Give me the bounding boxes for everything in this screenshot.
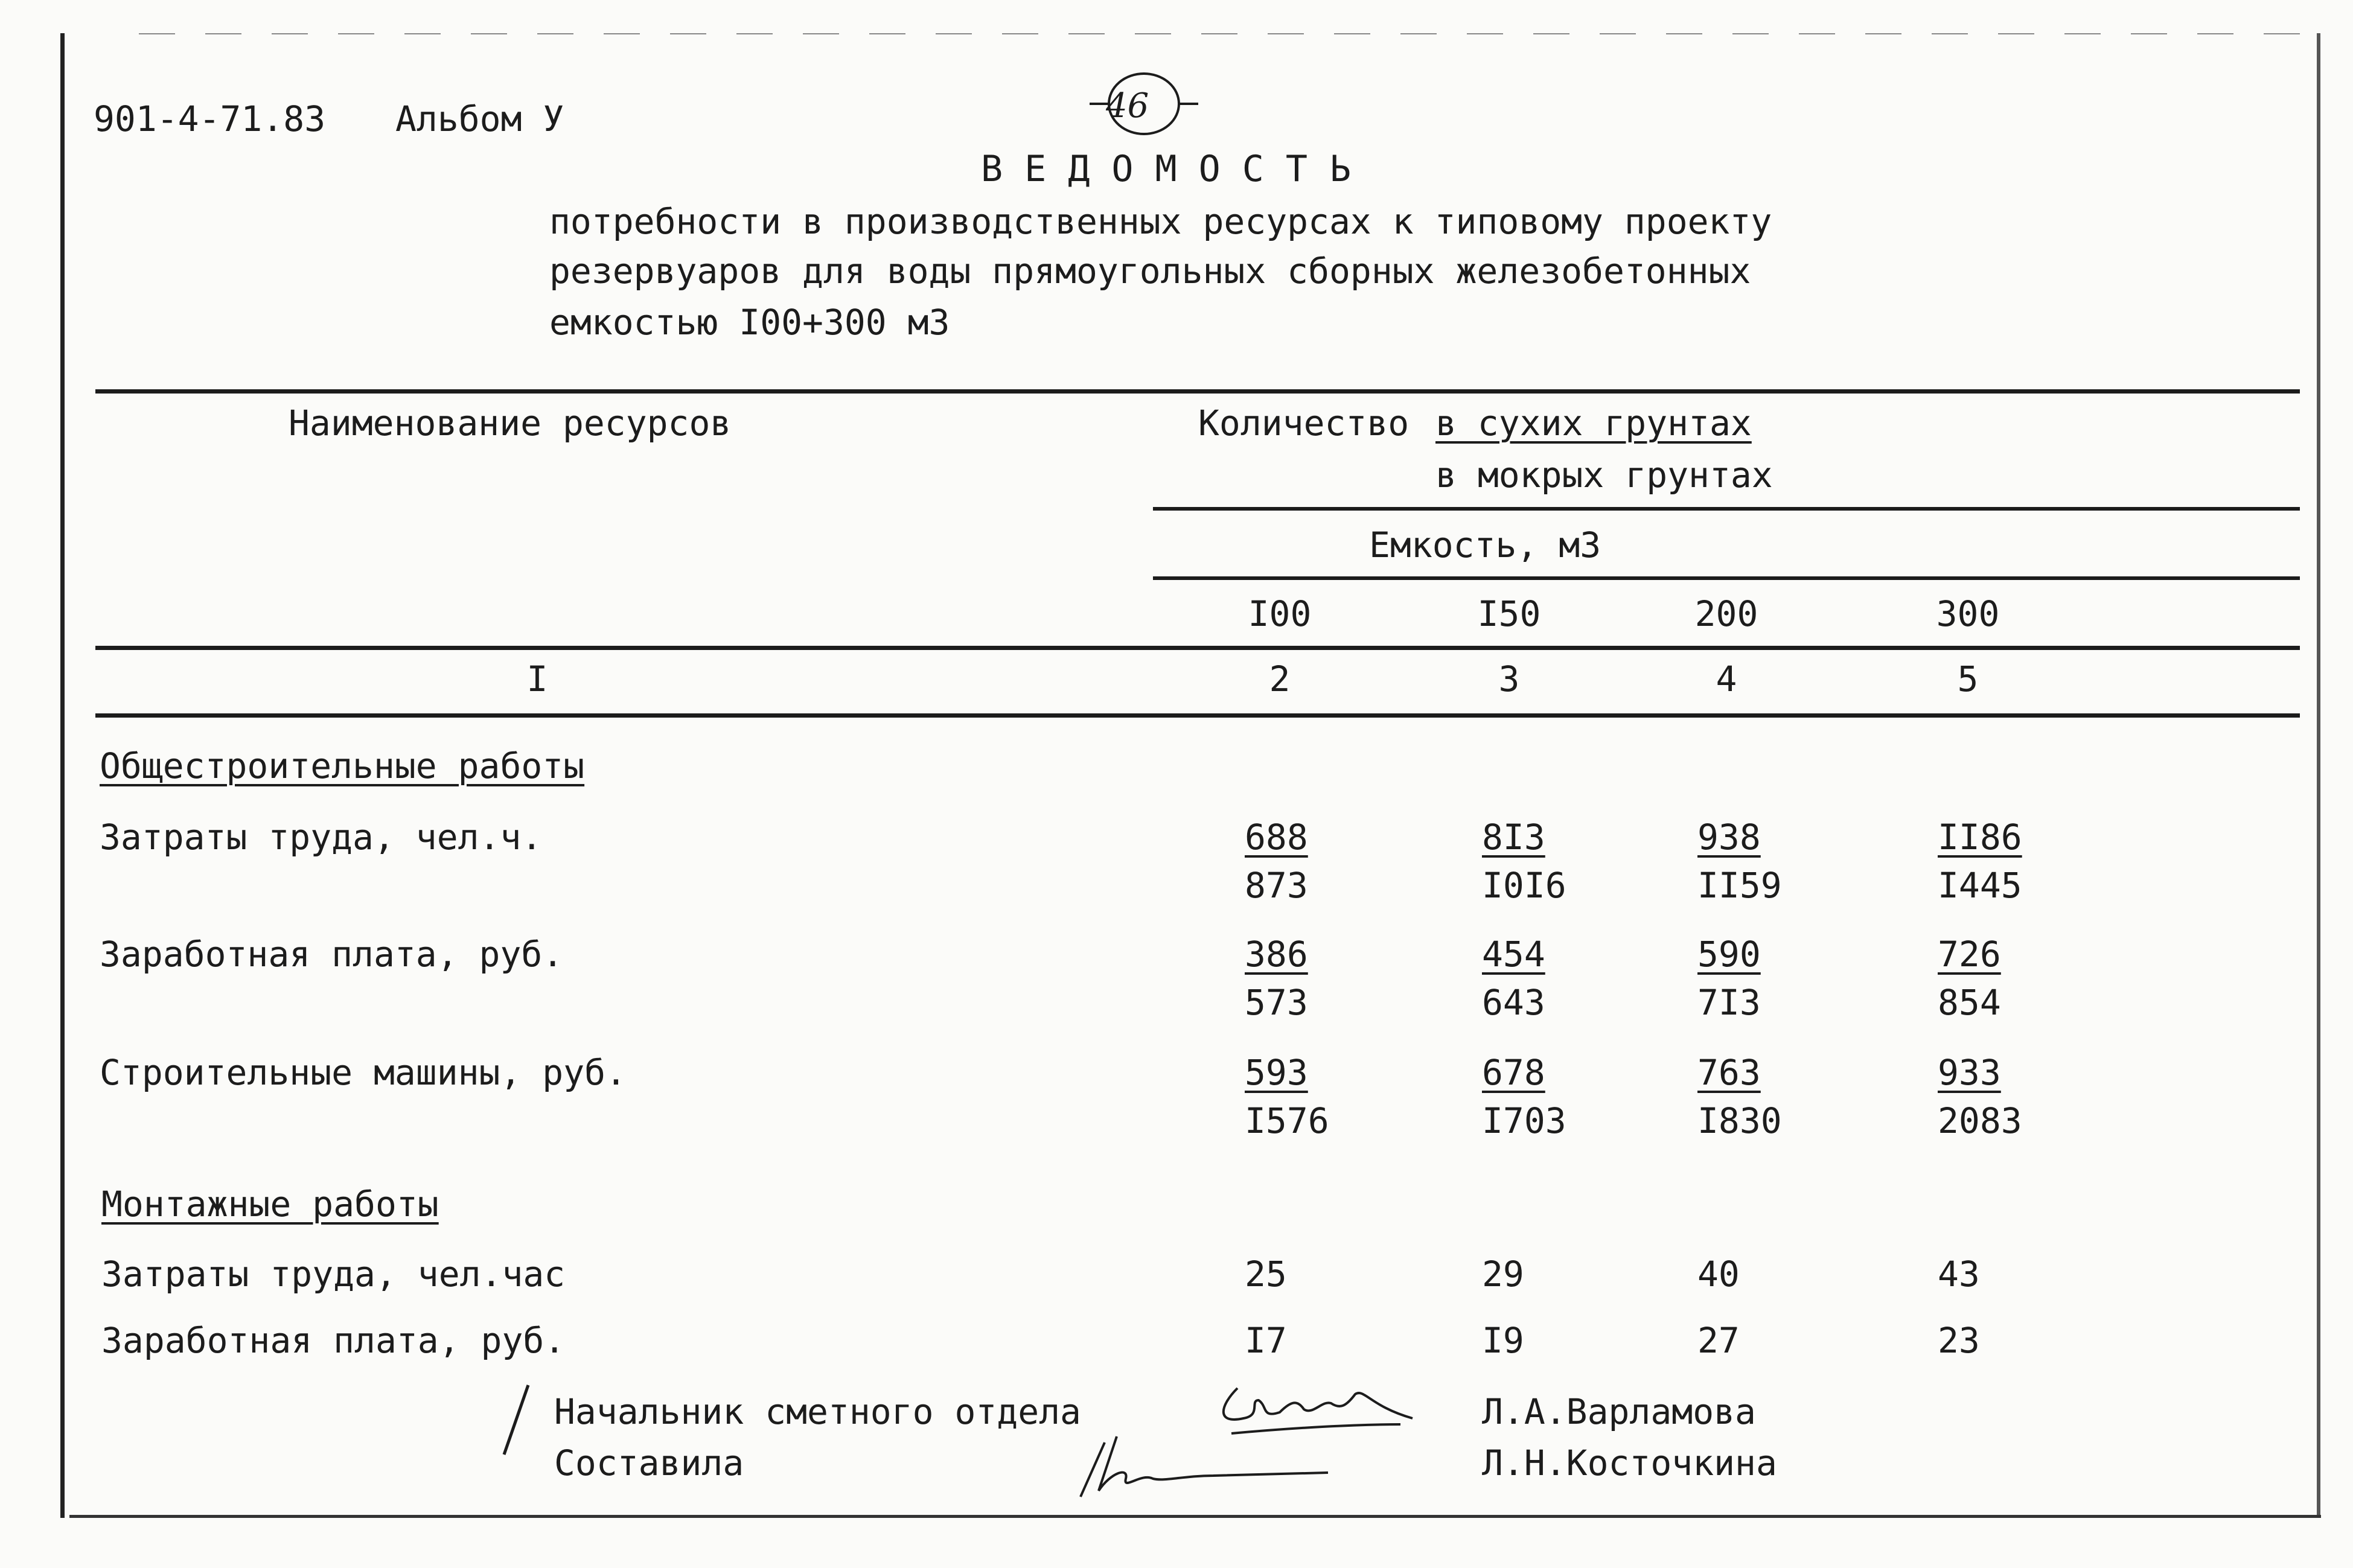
- page-number: 46: [1106, 86, 1149, 126]
- wet-value: 2083: [1938, 1100, 2022, 1141]
- album-label: Альбом У: [395, 98, 564, 139]
- margin-slash-mark: [504, 1385, 528, 1455]
- wet-value: 7I3: [1697, 982, 1761, 1023]
- wet-value: I0I6: [1482, 865, 1566, 906]
- wet-value: I703: [1482, 1100, 1566, 1141]
- dry-value: 688: [1245, 817, 1308, 858]
- row-label: Затраты труда, чел.ч.: [100, 817, 543, 858]
- column-number: 5: [1957, 658, 1979, 700]
- value: 25: [1245, 1254, 1287, 1295]
- row-label: Строительные машины, руб.: [100, 1052, 627, 1093]
- dry-value: 726: [1938, 934, 2001, 975]
- column-number: I: [526, 658, 548, 700]
- subtitle-line-2: резервуаров для воды прямоугольных сборных железобетонных: [549, 250, 1751, 292]
- capacity-header: 300: [1936, 593, 2000, 634]
- dry-value: 386: [1245, 934, 1308, 975]
- dry-value: 590: [1697, 934, 1761, 975]
- value: 29: [1482, 1254, 1524, 1295]
- value: 43: [1938, 1254, 1980, 1295]
- wet-value: 643: [1482, 982, 1545, 1023]
- row-label: Заработная плата, руб.: [100, 934, 564, 975]
- head-title: Начальник сметного отдела: [554, 1391, 1081, 1432]
- value: 27: [1697, 1320, 1740, 1361]
- dry-value: 933: [1938, 1052, 2001, 1093]
- wet-value: II59: [1697, 865, 1782, 906]
- column-number: 3: [1498, 658, 1520, 700]
- column-number: 2: [1269, 658, 1291, 700]
- subtitle-line-1: потребности в производственных ресурсах к типовому проекту: [549, 201, 1772, 242]
- wet-value: I576: [1245, 1100, 1329, 1141]
- wet-soil-label: в мокрых грунтах: [1435, 454, 1773, 496]
- wet-value: 573: [1245, 982, 1308, 1023]
- capacity-label: Емкость, м3: [1369, 524, 1601, 566]
- compiled-signature: [1081, 1436, 1328, 1497]
- dry-value: 8I3: [1482, 817, 1545, 858]
- dry-value: II86: [1938, 817, 2022, 858]
- section-title: Общестроительные работы: [100, 745, 585, 786]
- dry-value: 593: [1245, 1052, 1308, 1093]
- capacity-header: 200: [1694, 593, 1758, 634]
- wet-value: 854: [1938, 982, 2001, 1023]
- dry-value: 763: [1697, 1052, 1761, 1093]
- resource-name-header: Наименование ресурсов: [289, 403, 732, 444]
- document-title: ВЕДОМОСТЬ: [981, 148, 1373, 190]
- value: I9: [1482, 1320, 1524, 1361]
- value: 40: [1697, 1254, 1740, 1295]
- column-number: 4: [1716, 658, 1737, 700]
- dry-soil-label: в сухих грунтах: [1435, 403, 1752, 444]
- dry-value: 938: [1697, 817, 1761, 858]
- value: I7: [1245, 1320, 1287, 1361]
- value: 23: [1938, 1320, 1980, 1361]
- wet-value: 873: [1245, 865, 1308, 906]
- row-label: Затраты труда, чел.час: [101, 1254, 566, 1295]
- capacity-header: I50: [1477, 593, 1541, 634]
- capacity-header: I00: [1248, 593, 1312, 634]
- row-label: Заработная плата, руб.: [101, 1320, 566, 1361]
- section-title: Монтажные работы: [101, 1184, 439, 1225]
- subtitle-line-3: емкостью I00+300 м3: [549, 302, 950, 343]
- project-code: 901-4-71.83: [94, 98, 326, 139]
- wet-value: I445: [1938, 865, 2022, 906]
- quantity-label: Количество: [1198, 403, 1410, 444]
- wet-value: I830: [1697, 1100, 1782, 1141]
- dry-value: 454: [1482, 934, 1545, 975]
- head-name: Л.А.Варламова: [1482, 1391, 1756, 1432]
- head-signature: [1224, 1388, 1413, 1433]
- dry-value: 678: [1482, 1052, 1545, 1093]
- compiled-name: Л.Н.Косточкина: [1482, 1442, 1777, 1484]
- compiled-title: Составила: [554, 1442, 744, 1484]
